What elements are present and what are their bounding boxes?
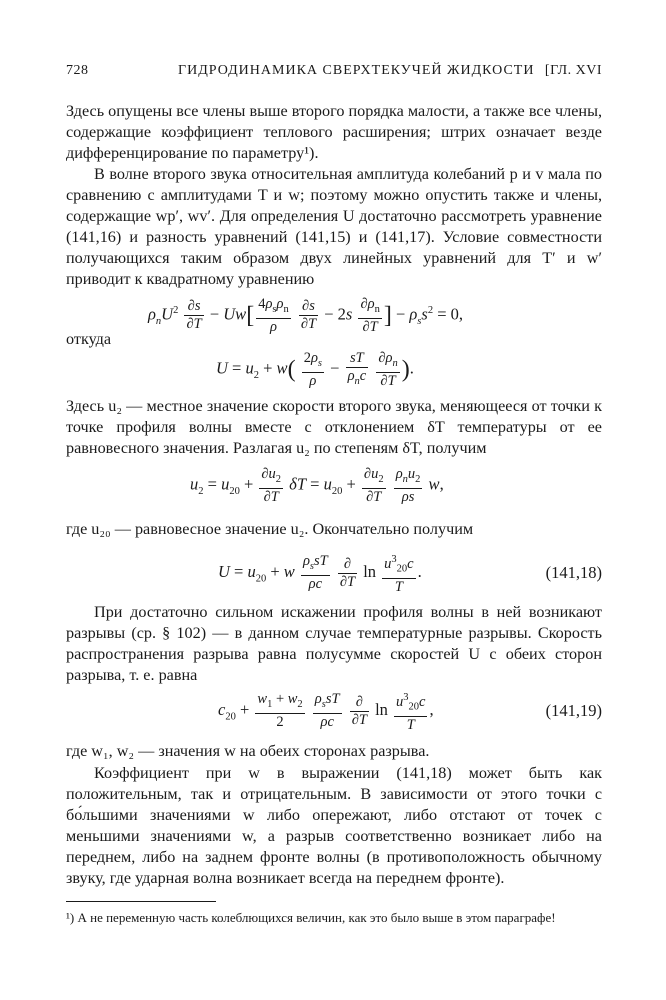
equation-141-18-render: $U = u_{20} + w$ $\frac{\rho_ssT}{\rho c}$ $\frac{\partial}{\partial T}$ ln $\frac{u^3_{20}c}{T}$ . <box>218 551 422 596</box>
equation-141-19-render: $c_{20}$ + $\frac{w_1 + w_2}{2}$ $\frac{\rho_ssT}{\rho c}$ $\frac{\partial}{\partial T}$ ln $\frac{u^3_{20}c}{T}$ , <box>218 689 434 734</box>
equation-number-141-19: (141,19) <box>545 701 602 720</box>
equation-u2 <box>66 466 602 510</box>
equation-141-19 <box>66 689 602 735</box>
equation-141-18 <box>66 551 602 597</box>
equation-U <box>66 350 602 394</box>
running-header <box>66 63 602 85</box>
paragraph-2: В волне второго звука относительная амплитуда колебаний p и v мала по сравнению с амплитудами T и w; поэтому можно опустить также и члены, содержащие wp′, wv′. Для определения U достаточно рассмотреть уравнение (141,16) и разность уравнений (141,15) и (141,17). Условие совместности получающихся таким образом двух линейных уравнений для T′ и w′ приводит к квадратному уравнению <box>66 165 602 288</box>
footnote-rule <box>66 901 216 902</box>
page-number: 728 <box>66 63 89 78</box>
paragraph-3: Здесь u₂ — местное значение скорости второго звука, меняющееся от точки к точке профиля волны вместе с отклонением δT температуры от ее равновесного значения. Разлагая u₂ по степеням δT, получим <box>66 397 602 457</box>
paragraph-5: При достаточно сильном искажении профиля волны в ней возникают разрывы (ср. § 102) — в данном случае температурные разрывы. Скорость распространения разрыва равна полусумме скоростей U с обеих сторон разрыва, т. е. равна <box>66 603 602 684</box>
equation-U-render: $U = u_2 + w$( $\frac{2\rho_s}{\rho}$ − $\frac{sT}{\rho_nc}$ $\frac{\partial\rho_n}{\partial T}$ ). <box>216 350 414 389</box>
running-title: ГИДРОДИНАМИКА СВЕРХТЕКУЧЕЙ ЖИДКОСТИ <box>178 63 535 78</box>
equation-quadratic <box>66 296 602 340</box>
word-otkuda: откуда <box>66 330 112 348</box>
equation-quadratic-render: $\rho_nU^2$ $\frac{\partial s}{\partial T}$ − Uw[ $\frac{4\rho_s\rho_n}{\rho}$ $\frac{\partial s}{\partial T}$ − 2s $\frac{\partial\rho_n}{\partial T}$ ] − $\rho_ss^2 = 0$, <box>148 296 463 335</box>
chapter-label: [ГЛ. XVI <box>544 63 602 78</box>
equation-u2-render: $u_2 = u_{20}$ + $\frac{\partial u_2}{\partial T}$ $\delta T = u_{20}$ + $\frac{\partial u_2}{\partial T}$ $\frac{\rho_nu_2}{\rho s}$ w, <box>190 466 444 505</box>
paragraph-6: где w₁, w₂ — значения w на обеих сторонах разрыва. <box>66 742 430 760</box>
paragraph-7: Коэффициент при w в выражении (141,18) может быть как положительным, так и отрицательным. В зависимости от этого точки с бо́льшими значениями w либо опережают, либо отстают от точек с меньшими значениями w, а разрыв соответственно возникает либо на переднем, либо на заднем фронте волны (в противоположность обычному звуку, где ударная волна возникает всегда на переднем фронте). <box>66 764 602 887</box>
footnote: ¹) А не переменную часть колеблющихся величин, как это было выше в этом параграфе! <box>66 910 556 925</box>
paragraph-4: где u₂₀ — равновесное значение u₂. Окончательно получим <box>66 520 474 538</box>
equation-number-141-18: (141,18) <box>545 563 602 582</box>
paragraph-1: Здесь опущены все члены выше второго порядка малости, а также все члены, содержащие коэффициент теплового расширения; штрих означает везде дифференцирование по параметру¹). <box>66 102 602 162</box>
